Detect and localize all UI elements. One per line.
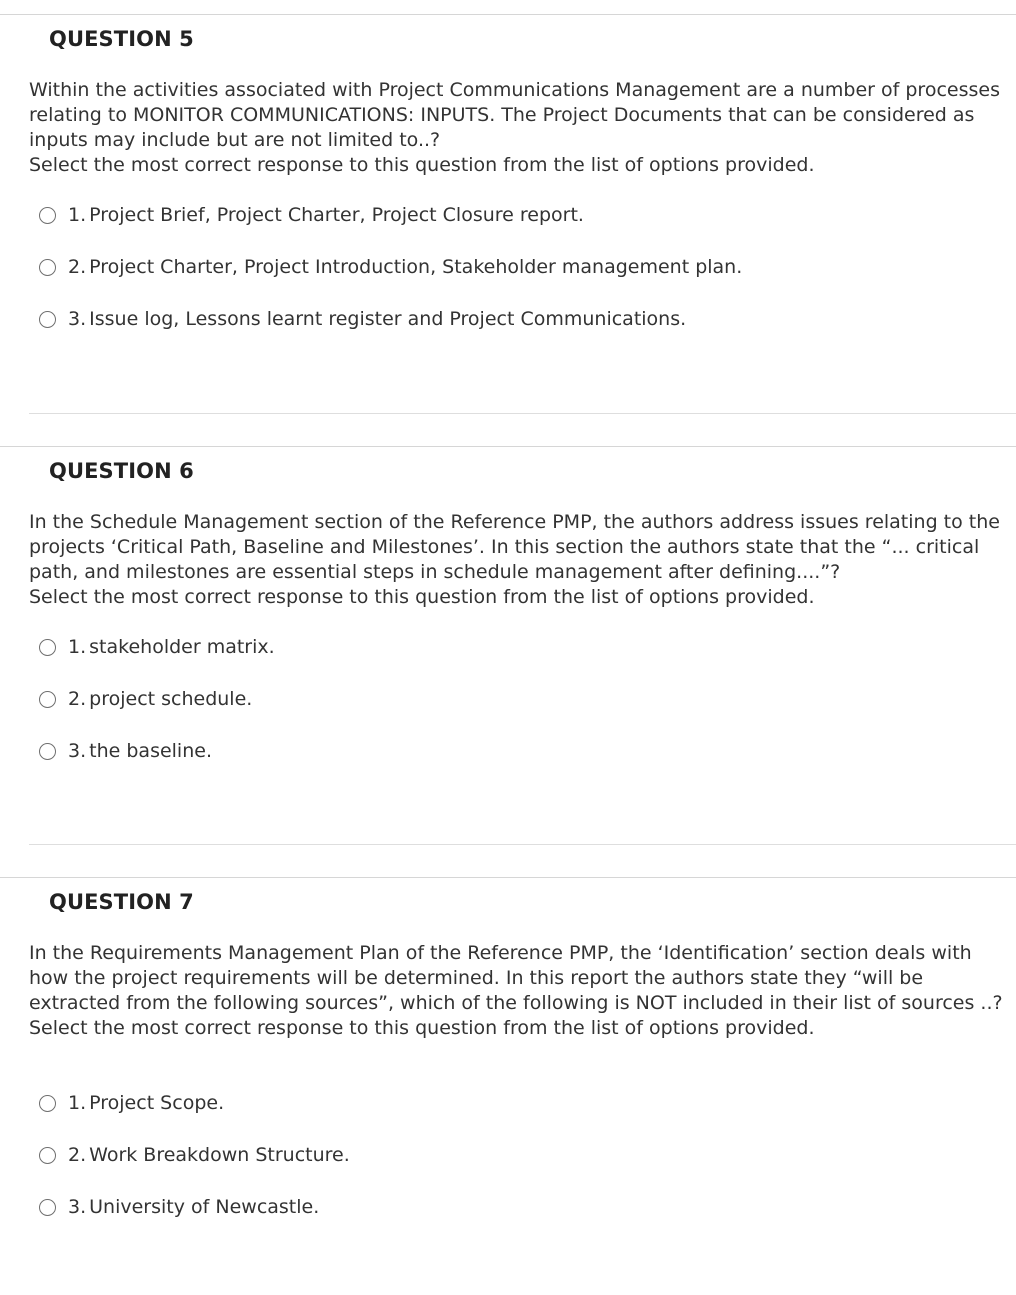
answer-option-3[interactable]	[39, 306, 686, 332]
option-text: Project Scope.	[89, 1092, 225, 1114]
divider	[29, 413, 1016, 414]
radio-button[interactable]	[39, 1095, 56, 1112]
question-instruction: Select the most correct response to this question from the list of options provided.	[29, 1017, 815, 1039]
option-number: 2.	[68, 688, 87, 710]
radio-button[interactable]	[39, 639, 56, 656]
answer-option-2[interactable]	[39, 686, 252, 712]
option-number: 3.	[68, 740, 87, 762]
option-number: 2.	[68, 1144, 87, 1166]
question-prompt: Within the activities associated with Project Communications Management are a number of processes relating to MONITOR COMMUNICATIONS: INPUTS. The Project Documents that can be considered as inputs may include but are not limited to..?	[29, 79, 1000, 151]
question-instruction: Select the most correct response to this question from the list of options provided.	[29, 154, 815, 176]
question-text	[29, 510, 1004, 610]
option-text: Work Breakdown Structure.	[89, 1144, 350, 1166]
answer-option-3[interactable]	[39, 738, 212, 764]
option-text: Project Charter, Project Introduction, Stakeholder management plan.	[89, 256, 743, 278]
radio-button[interactable]	[39, 1199, 56, 1216]
divider	[0, 14, 1016, 15]
question-prompt: In the Requirements Management Plan of the Reference PMP, the ‘Identification’ section deals with how the project requirements will be determined. In this report the authors state they “will be extracted from the following sources”, which of the following is NOT included in their list of sources ..?	[29, 942, 1003, 1014]
radio-button[interactable]	[39, 259, 56, 276]
divider	[29, 844, 1016, 845]
answer-option-3[interactable]	[39, 1194, 319, 1220]
question-title: QUESTION 5	[49, 27, 194, 51]
question-title: QUESTION 7	[49, 890, 194, 914]
question-instruction: Select the most correct response to this question from the list of options provided.	[29, 586, 815, 608]
option-text: Project Brief, Project Charter, Project Closure report.	[89, 204, 584, 226]
option-number: 1.	[68, 636, 87, 658]
question-title: QUESTION 6	[49, 459, 194, 483]
divider	[0, 877, 1016, 878]
question-7	[0, 863, 1016, 1295]
option-number: 3.	[68, 1196, 87, 1218]
option-number: 3.	[68, 308, 87, 330]
answer-option-2[interactable]	[39, 1142, 350, 1168]
question-text	[29, 78, 1004, 178]
answer-option-1[interactable]	[39, 202, 584, 228]
option-number: 1.	[68, 204, 87, 226]
answer-option-2[interactable]	[39, 254, 742, 280]
option-text: Issue log, Lessons learnt register and Project Communications.	[89, 308, 687, 330]
option-text: the baseline.	[89, 740, 212, 762]
option-number: 1.	[68, 1092, 87, 1114]
question-prompt: In the Schedule Management section of the Reference PMP, the authors address issues relating to the projects ‘Critical Path, Baseline and Milestones’. In this section the authors state that the “... critical path, and milestones are essential steps in schedule management after defining....”?	[29, 511, 1000, 583]
radio-button[interactable]	[39, 743, 56, 760]
radio-button[interactable]	[39, 207, 56, 224]
radio-button[interactable]	[39, 1147, 56, 1164]
option-number: 2.	[68, 256, 87, 278]
divider	[0, 446, 1016, 447]
radio-button[interactable]	[39, 311, 56, 328]
question-text	[29, 941, 1004, 1041]
answer-option-1[interactable]	[39, 1090, 224, 1116]
radio-button[interactable]	[39, 691, 56, 708]
question-6	[0, 432, 1016, 864]
answer-option-1[interactable]	[39, 634, 275, 660]
option-text: stakeholder matrix.	[89, 636, 275, 658]
option-text: University of Newcastle.	[89, 1196, 320, 1218]
option-text: project schedule.	[89, 688, 253, 710]
question-5	[0, 0, 1016, 432]
